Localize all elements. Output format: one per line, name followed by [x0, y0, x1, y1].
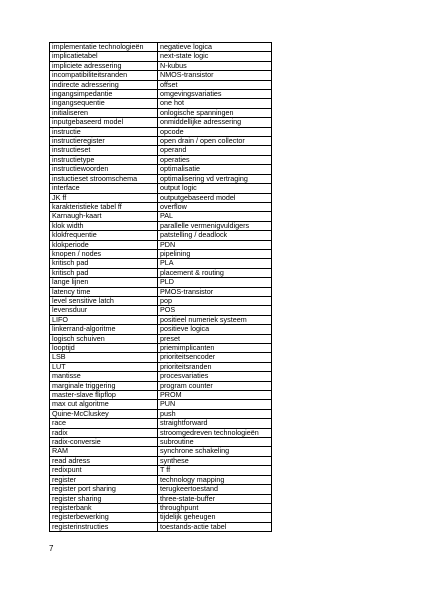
- term-cell-left: instructieregister: [50, 137, 158, 146]
- table-row: [50, 90, 272, 99]
- term-cell-left: klokfrequentie: [50, 231, 158, 240]
- term-cell-right: opcode: [158, 127, 272, 136]
- table-row: [50, 325, 272, 334]
- term-cell-right: toestands-actie tabel: [158, 522, 272, 531]
- term-cell-left: instructie: [50, 127, 158, 136]
- term-cell-left: instructiewoorden: [50, 165, 158, 174]
- table-row: [50, 466, 272, 475]
- term-cell-left: klok width: [50, 221, 158, 230]
- table-row: [50, 174, 272, 183]
- term-cell-left: looptijd: [50, 344, 158, 353]
- term-cell-right: program counter: [158, 381, 272, 390]
- term-cell-right: subroutine: [158, 438, 272, 447]
- term-cell-left: incompatibiliteitsranden: [50, 71, 158, 80]
- page-number: 7: [49, 544, 54, 553]
- term-cell-left: ingangsequentie: [50, 99, 158, 108]
- term-cell-right: negatieve logica: [158, 43, 272, 52]
- term-cell-left: RAM: [50, 447, 158, 456]
- table-row: [50, 400, 272, 409]
- table-row: [50, 409, 272, 418]
- term-cell-left: radix-conversie: [50, 438, 158, 447]
- term-cell-right: offset: [158, 80, 272, 89]
- term-cell-left: LIFO: [50, 315, 158, 324]
- term-cell-left: instuctieset stroomschema: [50, 174, 158, 183]
- term-cell-left: logisch schuiven: [50, 334, 158, 343]
- table-row: [50, 456, 272, 465]
- term-cell-right: PDN: [158, 240, 272, 249]
- term-cell-right: PLD: [158, 278, 272, 287]
- term-cell-left: registerbewerking: [50, 513, 158, 522]
- term-cell-right: overflow: [158, 202, 272, 211]
- term-cell-left: interface: [50, 184, 158, 193]
- term-cell-left: marginale triggering: [50, 381, 158, 390]
- term-cell-right: stroomgedreven technologieën: [158, 428, 272, 437]
- term-cell-left: level sensitive latch: [50, 296, 158, 305]
- term-cell-right: pipelining: [158, 249, 272, 258]
- table-row: [50, 137, 272, 146]
- term-cell-left: karakteristieke tabel ff: [50, 202, 158, 211]
- table-row: [50, 447, 272, 456]
- table-row: [50, 315, 272, 324]
- term-cell-right: PAL: [158, 212, 272, 221]
- term-cell-left: registerinstructies: [50, 522, 158, 531]
- table-row: [50, 306, 272, 315]
- table-row: [50, 522, 272, 531]
- term-cell-left: master-slave flipflop: [50, 391, 158, 400]
- term-cell-left: klokperiode: [50, 240, 158, 249]
- table-row: [50, 381, 272, 390]
- table-row: [50, 344, 272, 353]
- table-row: [50, 249, 272, 258]
- table-row: [50, 127, 272, 136]
- table-row: [50, 212, 272, 221]
- term-cell-left: register port sharing: [50, 485, 158, 494]
- term-cell-left: register: [50, 475, 158, 484]
- table-row: [50, 99, 272, 108]
- table-row: [50, 438, 272, 447]
- term-cell-right: optimalisatie: [158, 165, 272, 174]
- term-cell-left: implicatietabel: [50, 52, 158, 61]
- table-row: [50, 165, 272, 174]
- table-row: [50, 184, 272, 193]
- table-row: [50, 296, 272, 305]
- table-row: [50, 155, 272, 164]
- term-cell-left: impliciete adressering: [50, 61, 158, 70]
- term-cell-right: priemimplicanten: [158, 344, 272, 353]
- table-row: [50, 71, 272, 80]
- term-cell-right: procesvariaties: [158, 372, 272, 381]
- term-cell-left: knopen / nodes: [50, 249, 158, 258]
- table-row: [50, 146, 272, 155]
- term-cell-right: onmiddellijke adressering: [158, 118, 272, 127]
- term-cell-right: technology mapping: [158, 475, 272, 484]
- table-row: [50, 391, 272, 400]
- table-row: [50, 334, 272, 343]
- table-row: [50, 353, 272, 362]
- term-cell-left: Karnaugh-kaart: [50, 212, 158, 221]
- term-cell-left: mantisse: [50, 372, 158, 381]
- term-cell-right: positieel numeriek systeem: [158, 315, 272, 324]
- term-cell-left: LUT: [50, 362, 158, 371]
- term-cell-left: race: [50, 419, 158, 428]
- term-cell-right: tijdelijk geheugen: [158, 513, 272, 522]
- table-row: [50, 278, 272, 287]
- term-cell-right: patstelling / deadlock: [158, 231, 272, 240]
- term-cell-left: initialiseren: [50, 108, 158, 117]
- term-cell-right: T ff: [158, 466, 272, 475]
- term-cell-left: lange lijnen: [50, 278, 158, 287]
- table-row: [50, 494, 272, 503]
- term-cell-left: inputgebaseerd model: [50, 118, 158, 127]
- term-cell-left: kritisch pad: [50, 268, 158, 277]
- term-cell-left: Quine-McCluskey: [50, 409, 158, 418]
- table-row: [50, 503, 272, 512]
- term-cell-right: operand: [158, 146, 272, 155]
- term-cell-right: pop: [158, 296, 272, 305]
- term-cell-left: levensduur: [50, 306, 158, 315]
- terms-table: [49, 42, 272, 532]
- term-cell-right: positieve logica: [158, 325, 272, 334]
- table-row: [50, 372, 272, 381]
- table-row: [50, 268, 272, 277]
- term-cell-left: latency time: [50, 287, 158, 296]
- term-cell-left: redixpunt: [50, 466, 158, 475]
- terms-table-body: [50, 43, 272, 532]
- term-cell-right: synthese: [158, 456, 272, 465]
- term-cell-left: read adress: [50, 456, 158, 465]
- table-row: [50, 475, 272, 484]
- term-cell-right: three-state-buffer: [158, 494, 272, 503]
- term-cell-right: N-kubus: [158, 61, 272, 70]
- term-cell-right: parallelle vermenigvuldigers: [158, 221, 272, 230]
- term-cell-left: ingangsimpedantie: [50, 90, 158, 99]
- table-row: [50, 513, 272, 522]
- term-cell-right: NMOS-transistor: [158, 71, 272, 80]
- term-cell-right: prioriteitsranden: [158, 362, 272, 371]
- table-row: [50, 240, 272, 249]
- term-cell-right: outputgebaseerd model: [158, 193, 272, 202]
- term-cell-left: register sharing: [50, 494, 158, 503]
- term-cell-right: PUN: [158, 400, 272, 409]
- term-cell-right: optimalisering vd vertraging: [158, 174, 272, 183]
- term-cell-right: throughpunt: [158, 503, 272, 512]
- term-cell-left: indirecte adressering: [50, 80, 158, 89]
- table-row: [50, 43, 272, 52]
- table-row: [50, 80, 272, 89]
- term-cell-left: JK ff: [50, 193, 158, 202]
- table-row: [50, 287, 272, 296]
- table-row: [50, 52, 272, 61]
- term-cell-right: straightforward: [158, 419, 272, 428]
- term-cell-left: instructieset: [50, 146, 158, 155]
- term-cell-left: kritisch pad: [50, 259, 158, 268]
- table-row: [50, 231, 272, 240]
- table-row: [50, 202, 272, 211]
- term-cell-right: placement & routing: [158, 268, 272, 277]
- term-cell-right: output logic: [158, 184, 272, 193]
- table-row: [50, 108, 272, 117]
- table-row: [50, 221, 272, 230]
- table-row: [50, 118, 272, 127]
- term-cell-left: implementatie technologieën: [50, 43, 158, 52]
- term-cell-left: registerbank: [50, 503, 158, 512]
- term-cell-left: instructietype: [50, 155, 158, 164]
- term-cell-right: one hot: [158, 99, 272, 108]
- term-cell-right: prioriteitsencoder: [158, 353, 272, 362]
- term-cell-left: linkerrand-algoritme: [50, 325, 158, 334]
- term-cell-right: preset: [158, 334, 272, 343]
- term-cell-right: next-state logic: [158, 52, 272, 61]
- term-cell-right: POS: [158, 306, 272, 315]
- term-cell-right: terugkeertoestand: [158, 485, 272, 494]
- table-row: [50, 61, 272, 70]
- term-cell-right: PROM: [158, 391, 272, 400]
- table-row: [50, 419, 272, 428]
- term-cell-right: push: [158, 409, 272, 418]
- table-row: [50, 362, 272, 371]
- table-row: [50, 485, 272, 494]
- table-row: [50, 428, 272, 437]
- term-cell-right: PLA: [158, 259, 272, 268]
- term-cell-left: LSB: [50, 353, 158, 362]
- term-cell-left: max cut algoritme: [50, 400, 158, 409]
- term-cell-right: open drain / open collector: [158, 137, 272, 146]
- term-cell-right: synchrone schakeling: [158, 447, 272, 456]
- table-row: [50, 259, 272, 268]
- term-cell-right: operaties: [158, 155, 272, 164]
- term-cell-right: PMOS-transistor: [158, 287, 272, 296]
- term-cell-right: omgevingsvariaties: [158, 90, 272, 99]
- term-cell-left: radix: [50, 428, 158, 437]
- term-cell-right: onlogische spanningen: [158, 108, 272, 117]
- table-row: [50, 193, 272, 202]
